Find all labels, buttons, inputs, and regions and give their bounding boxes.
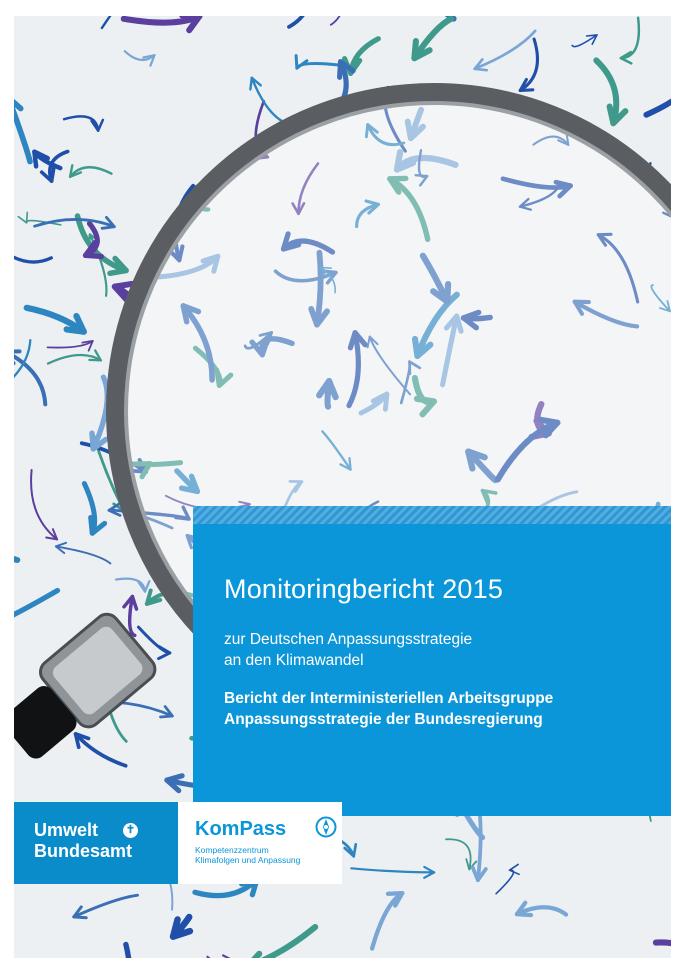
uba-emblem-icon: ✝	[123, 823, 138, 838]
subtitle-line-1: zur Deutschen Anpassungsstrategie	[224, 631, 473, 648]
uba-logo-line-2: Bundesamt	[34, 841, 133, 861]
issuer-line-1: Bericht der Interministeriellen Arbeitsgruppe	[224, 690, 554, 707]
kompass-tagline-line-1: Kompetenzzentrum	[195, 845, 269, 855]
issuer-line-2: Anpassungsstrategie der Bundesregierung	[224, 711, 543, 728]
uba-logo-line-1: Umwelt	[34, 820, 99, 840]
report-issuer	[224, 688, 671, 730]
title-box	[193, 524, 671, 816]
report-subtitle	[224, 629, 671, 671]
umweltbundesamt-logo	[14, 802, 178, 884]
report-title: Monitoringbericht 2015	[224, 574, 504, 604]
kompass-tagline-line-2: Klimafolgen und Anpassung	[195, 855, 301, 865]
kompass-logo	[178, 802, 342, 884]
title-hatch-band	[193, 506, 671, 524]
compass-icon	[315, 816, 337, 838]
kompass-logo-tagline	[195, 845, 342, 865]
kompass-logo-name: KomPass	[195, 818, 287, 840]
subtitle-line-2: an den Klimawandel	[224, 652, 364, 669]
report-cover	[14, 16, 671, 958]
